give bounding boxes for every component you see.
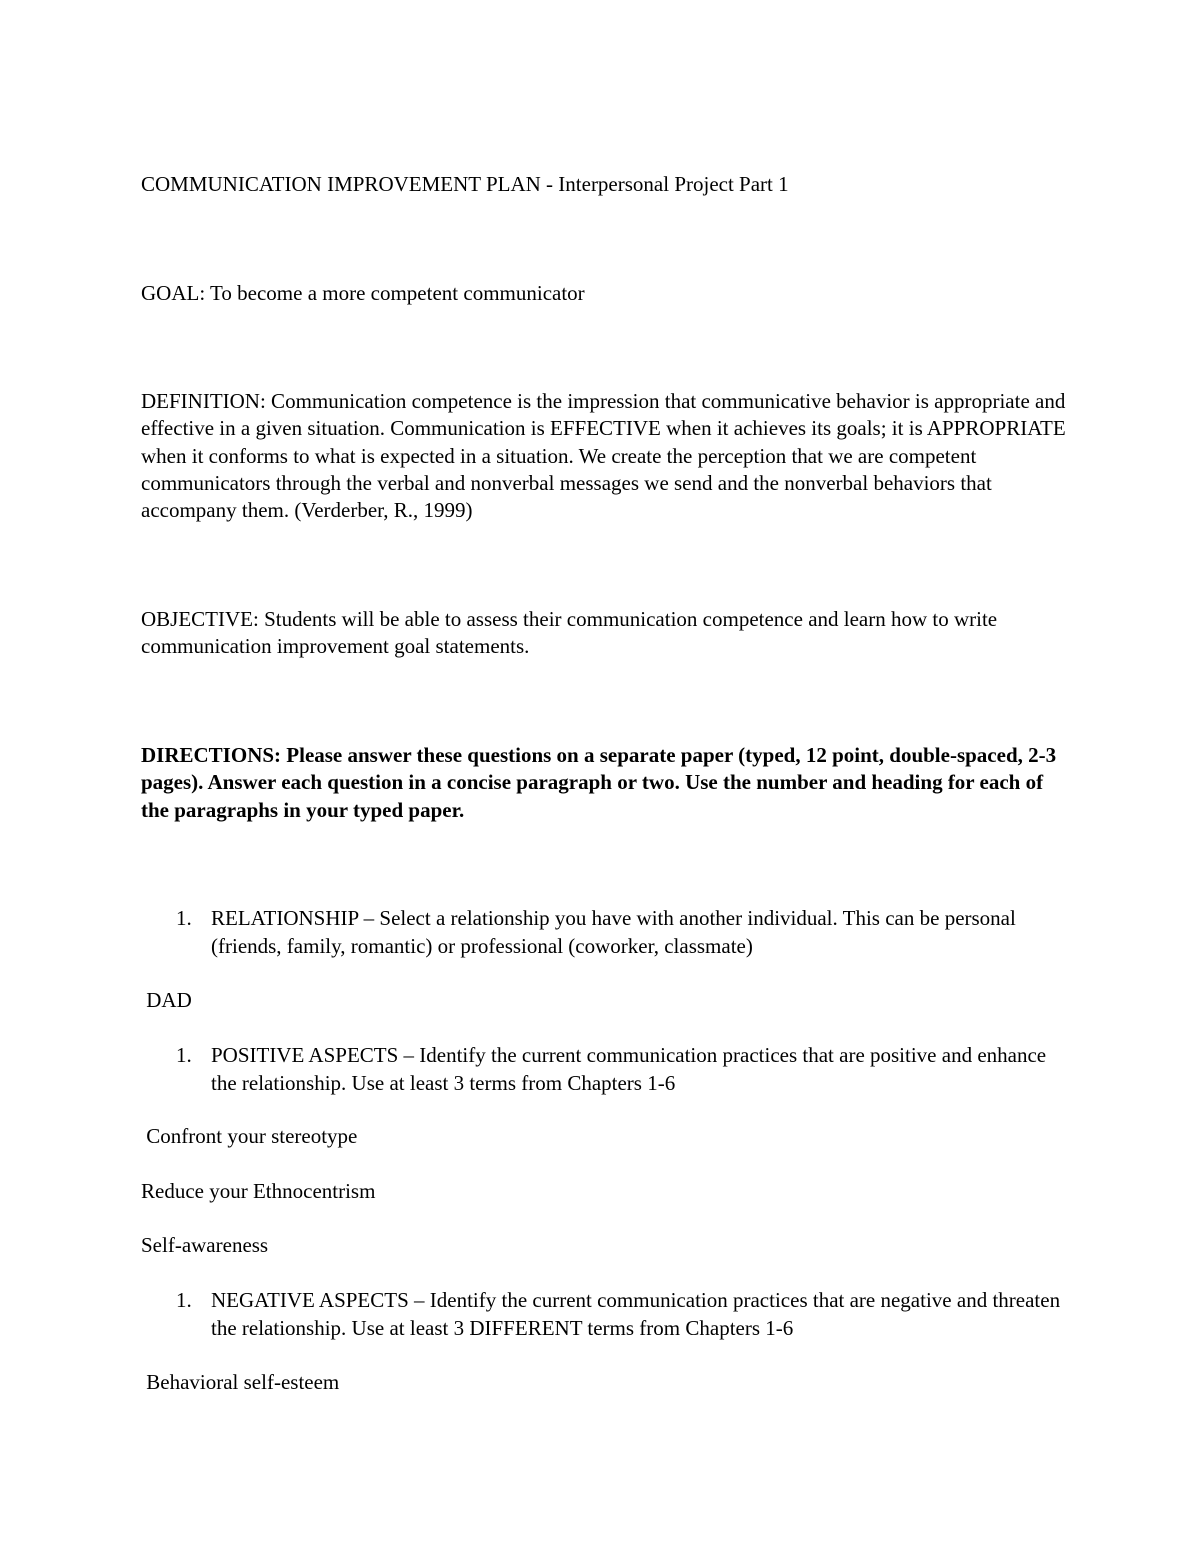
answer-positive-item: Self-awareness (141, 1233, 269, 1257)
question-relationship: RELATIONSHIP – Select a relationship you have with another individual. This can be personal (friends, family, romantic) or professional (coworker, classmate) (211, 906, 1016, 958)
question-number: 1. (176, 1288, 192, 1312)
question-number: 1. (176, 1043, 192, 1067)
document-title: COMMUNICATION IMPROVEMENT PLAN - Interpersonal Project Part 1 (141, 172, 789, 196)
answer-relationship: DAD (141, 988, 192, 1012)
objective-paragraph: OBJECTIVE: Students will be able to assess their communication competence and learn how to write communication improvement goal statements. (141, 607, 998, 659)
goal-statement: GOAL: To become a more competent communicator (141, 281, 585, 305)
question-positive-aspects: POSITIVE ASPECTS – Identify the current communication practices that are positive and enhance the relationship. Use at least 3 terms from Chapters 1-6 (211, 1043, 1047, 1095)
answer-negative-item: Behavioral self-esteem (141, 1370, 340, 1394)
answer-positive-item: Confront your stereotype (141, 1124, 358, 1148)
answer-positive-item: Reduce your Ethnocentrism (141, 1179, 376, 1203)
question-negative-aspects: NEGATIVE ASPECTS – Identify the current communication practices that are negative and threaten the relationship. Use at least 3 DIFFERENT terms from Chapters 1-6 (211, 1288, 1061, 1340)
definition-paragraph: DEFINITION: Communication competence is the impression that communicative behavior is appropriate and effective in a given situation. Communication is EFFECTIVE when it achieves its goals; it is APPROPRIATE when it conforms to what is expected in a situation. We create the perception that we are competent communicators through the verbal and nonverbal messages we send and the nonverbal behaviors that accompany them. (Verderber, R., 1999) (141, 389, 1066, 523)
question-number: 1. (176, 906, 192, 930)
directions-paragraph: DIRECTIONS: Please answer these questions on a separate paper (typed, 12 point, double-spaced, 2-3 pages). Answer each question in a concise paragraph or two. Use the number and heading for each of the paragraphs in your typed paper. (141, 743, 1057, 822)
